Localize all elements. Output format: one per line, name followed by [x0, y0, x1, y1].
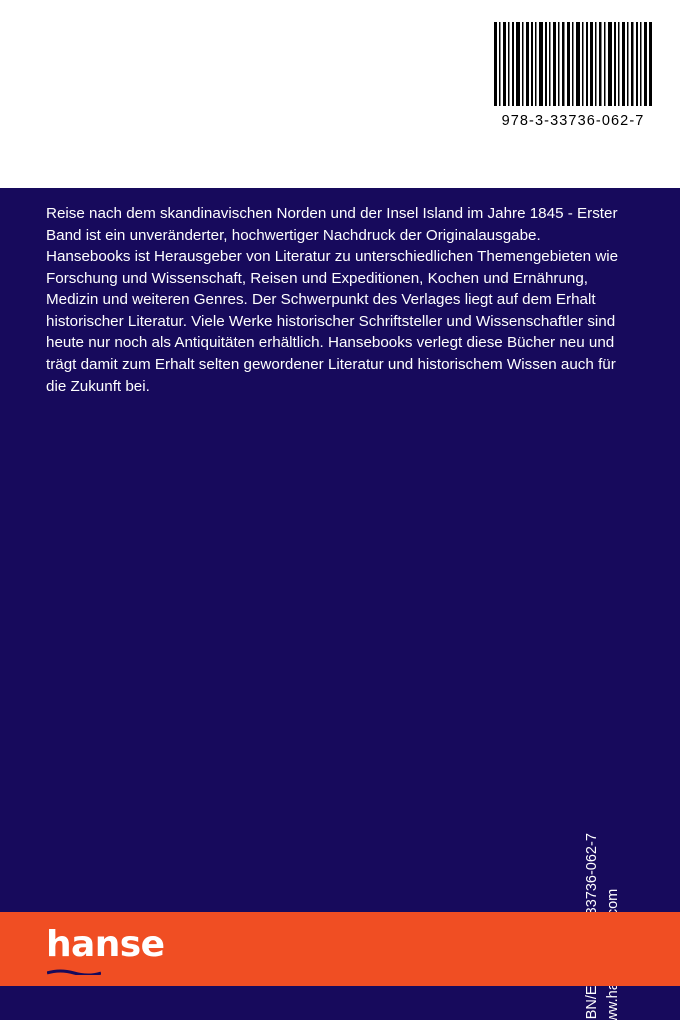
cover-body	[0, 188, 680, 1020]
publisher-band	[0, 912, 680, 986]
barcode-strip	[0, 0, 680, 188]
barcode-number: 978-3-33736-062-7	[501, 113, 645, 129]
barcode-block	[494, 22, 652, 129]
publisher-logo: hanse	[46, 924, 165, 965]
blurb-text	[46, 203, 636, 397]
barcode-icon	[494, 22, 652, 106]
logo-underline-icon	[47, 969, 101, 975]
blurb-paragraph-2: Hansebooks ist Herausgeber von Literatur zu unterschiedlichen Themengebieten wie Forschung und Wissenschaft, Reisen und Expeditionen, Kochen und Ernährung, Medizin und weiteren Genres. Der Schwerpunkt des Verlages liegt auf dem Erhalt historischer Literatur. Viele Werke historischer Schriftsteller und Wissenschaftler sind heute nur noch als Antiquitäten erhältlich. Hansebooks verlegt diese Bücher neu und trägt damit zum Erhalt selten gewordener Literatur und historischem Wissen auch für die Zukunft bei.	[46, 248, 619, 395]
blurb-paragraph-1: Reise nach dem skandinavischen Norden und der Insel Island im Jahre 1845 - Erster Band ist ein unveränderter, hochwertiger Nachdruck der Originalausgabe.	[46, 205, 618, 244]
